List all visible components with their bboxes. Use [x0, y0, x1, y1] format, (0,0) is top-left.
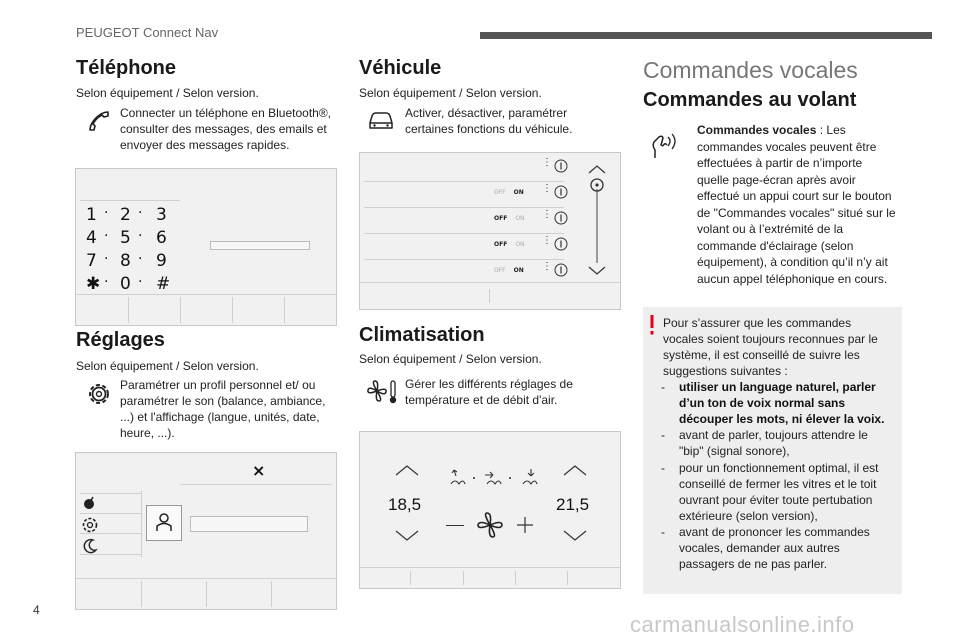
gear-icon: [85, 380, 113, 408]
keypad-key[interactable]: 4: [86, 228, 97, 248]
vehicule-toggle-list: [360, 153, 622, 283]
page-number: 4: [33, 603, 40, 617]
keypad-separator: ·: [138, 251, 143, 267]
info-icon[interactable]: [554, 263, 568, 277]
telephone-desc: Connecter un téléphone en Bluetooth®, consulter des messages, des emails et envoyer des messages rapides.: [120, 106, 331, 152]
fan-icon: [476, 510, 504, 540]
temp-left-up-icon[interactable]: [394, 464, 420, 476]
keypad-separator: ·: [104, 274, 109, 290]
more-options-icon[interactable]: ⋮: [542, 209, 552, 220]
tips-bullet-3: pour un fonctionnement optimal, il est conseillé de fermer les vitres et le toit ouvrant pour éviter toute pertubation extérieure (selon version),: [679, 461, 879, 523]
vehicule-title: Véhicule: [359, 57, 442, 79]
tips-bullet-1: utiliser un language naturel, parler d’un ton de voix normal sans découper les mots, ni élever la voix.: [679, 380, 885, 426]
keypad-separator: ·: [138, 228, 143, 244]
info-icon[interactable]: [554, 237, 568, 251]
audio-icon[interactable]: [82, 495, 98, 511]
toggle-switch[interactable]: OFF ON: [494, 189, 524, 196]
watermark: carmanualsonline.info: [630, 612, 855, 637]
keypad-key[interactable]: ✱: [86, 274, 101, 294]
car-icon: [367, 109, 395, 131]
toggle-switch[interactable]: OFF ON: [494, 267, 524, 274]
climatisation-title: Climatisation: [359, 324, 485, 346]
climate-icon: [366, 378, 398, 406]
keypad-key[interactable]: 2: [120, 205, 131, 225]
commandes-heading: Commandes vocales: [643, 57, 858, 83]
keypad-key[interactable]: 5: [120, 228, 131, 248]
reglages-title: Réglages: [76, 329, 165, 351]
toggle-switch[interactable]: OFF ON: [494, 241, 525, 248]
profile-button[interactable]: [146, 505, 182, 541]
telephone-title: Téléphone: [76, 57, 177, 79]
keypad-separator: ·: [138, 274, 143, 290]
info-icon[interactable]: [554, 185, 568, 199]
number-field[interactable]: [210, 241, 310, 250]
temp-right-up-icon[interactable]: [562, 464, 588, 476]
keypad-key[interactable]: 3: [156, 205, 167, 225]
tips-dash-4: -: [661, 525, 665, 539]
commandes-label: Commandes vocales: [697, 123, 817, 137]
more-options-icon[interactable]: ⋮: [542, 183, 552, 194]
phone-icon: [86, 108, 112, 134]
commandes-body: : Les commandes vocales peuvent être effectuées à partir de n’importe quelle page-écran après avoir effectué un appui court sur le bouton de "Commandes vocales" situé sur le volant ou à l’extrémité de la commande d'éclairage (selon équipement), à condition qu’il n’y ait aucun appel téléphonique en cours.: [697, 123, 896, 286]
temp-right-down-icon[interactable]: [562, 530, 588, 542]
keypad-key[interactable]: 6: [156, 228, 167, 248]
keypad-key[interactable]: 8: [120, 251, 131, 271]
toggle-switch[interactable]: OFF ON: [494, 215, 525, 222]
airflow-icons[interactable]: [447, 466, 543, 488]
tips-dash-3: -: [661, 461, 665, 475]
reglages-desc: Paramétrer un profil personnel et/ ou paramétrer le son (balance, ambiance, ...) et l'affichage (langue, unités, date, heure, ...).: [120, 378, 326, 440]
keypad-key[interactable]: 9: [156, 251, 167, 271]
header-title: PEUGEOT Connect Nav: [76, 25, 219, 40]
commandes-text: [697, 122, 897, 287]
keypad-separator: ·: [104, 251, 109, 267]
commandes-subheading: Commandes au volant: [643, 89, 857, 111]
more-options-icon[interactable]: ⋮: [542, 261, 552, 272]
keypad-key[interactable]: #: [156, 274, 171, 294]
tips-dash-1: -: [661, 380, 665, 394]
vehicule-desc: Activer, désactiver, paramétrer certaines fonctions du véhicule.: [405, 106, 573, 136]
reglages-screen: [75, 452, 337, 610]
keypad-key[interactable]: 7: [86, 251, 97, 271]
telephone-edition: Selon équipement / Selon version.: [76, 86, 259, 100]
scrollbar[interactable]: [586, 165, 608, 275]
temp-left-down-icon[interactable]: [394, 530, 420, 542]
keypad-key[interactable]: 0: [120, 274, 131, 294]
tips-intro: Pour s’assurer que les commandes vocales soient toujours reconnues par le système, il est conseillé de suivre les suggestions suivantes :: [663, 316, 878, 378]
telephone-screen: [75, 168, 337, 326]
info-icon[interactable]: [554, 159, 568, 173]
keypad-separator: ·: [104, 205, 109, 221]
temp-left: 18,5: [388, 495, 422, 514]
header-bar: [480, 32, 932, 39]
fan-minus-icon[interactable]: [446, 525, 464, 526]
tips-bullet-4: avant de prononcer les commandes vocales, demander aux autres passagers de ne pas parler.: [679, 525, 870, 571]
tips-box: [643, 307, 902, 594]
climatisation-desc: Gérer les différents réglages de température et de débit d'air.: [405, 377, 573, 407]
keypad-separator: ·: [138, 205, 143, 221]
voice-command-icon: [648, 130, 682, 162]
tips-bullet-2: avant de parler, toujours attendre le "bip" (signal sonore),: [679, 428, 868, 458]
reglages-edition: Selon équipement / Selon version.: [76, 359, 259, 373]
profile-field[interactable]: [190, 516, 308, 532]
more-options-icon[interactable]: ⋮: [542, 235, 552, 246]
moon-icon[interactable]: [82, 538, 98, 554]
warning-icon: [648, 314, 656, 336]
climatisation-screen: [359, 431, 621, 589]
temp-right: 21,5: [556, 495, 590, 514]
keypad-key[interactable]: 1: [86, 205, 97, 225]
info-icon[interactable]: [554, 211, 568, 225]
more-options-icon[interactable]: ⋮: [542, 157, 552, 168]
close-icon[interactable]: ×: [252, 461, 266, 480]
vehicule-screen: [359, 152, 621, 310]
keypad-separator: ·: [104, 228, 109, 244]
settings-gear-icon[interactable]: [81, 516, 99, 534]
vehicule-edition: Selon équipement / Selon version.: [359, 86, 542, 100]
fan-plus-icon[interactable]: [516, 516, 534, 534]
tips-dash-2: -: [661, 428, 665, 442]
climatisation-edition: Selon équipement / Selon version.: [359, 352, 542, 366]
keypad[interactable]: [86, 205, 186, 295]
